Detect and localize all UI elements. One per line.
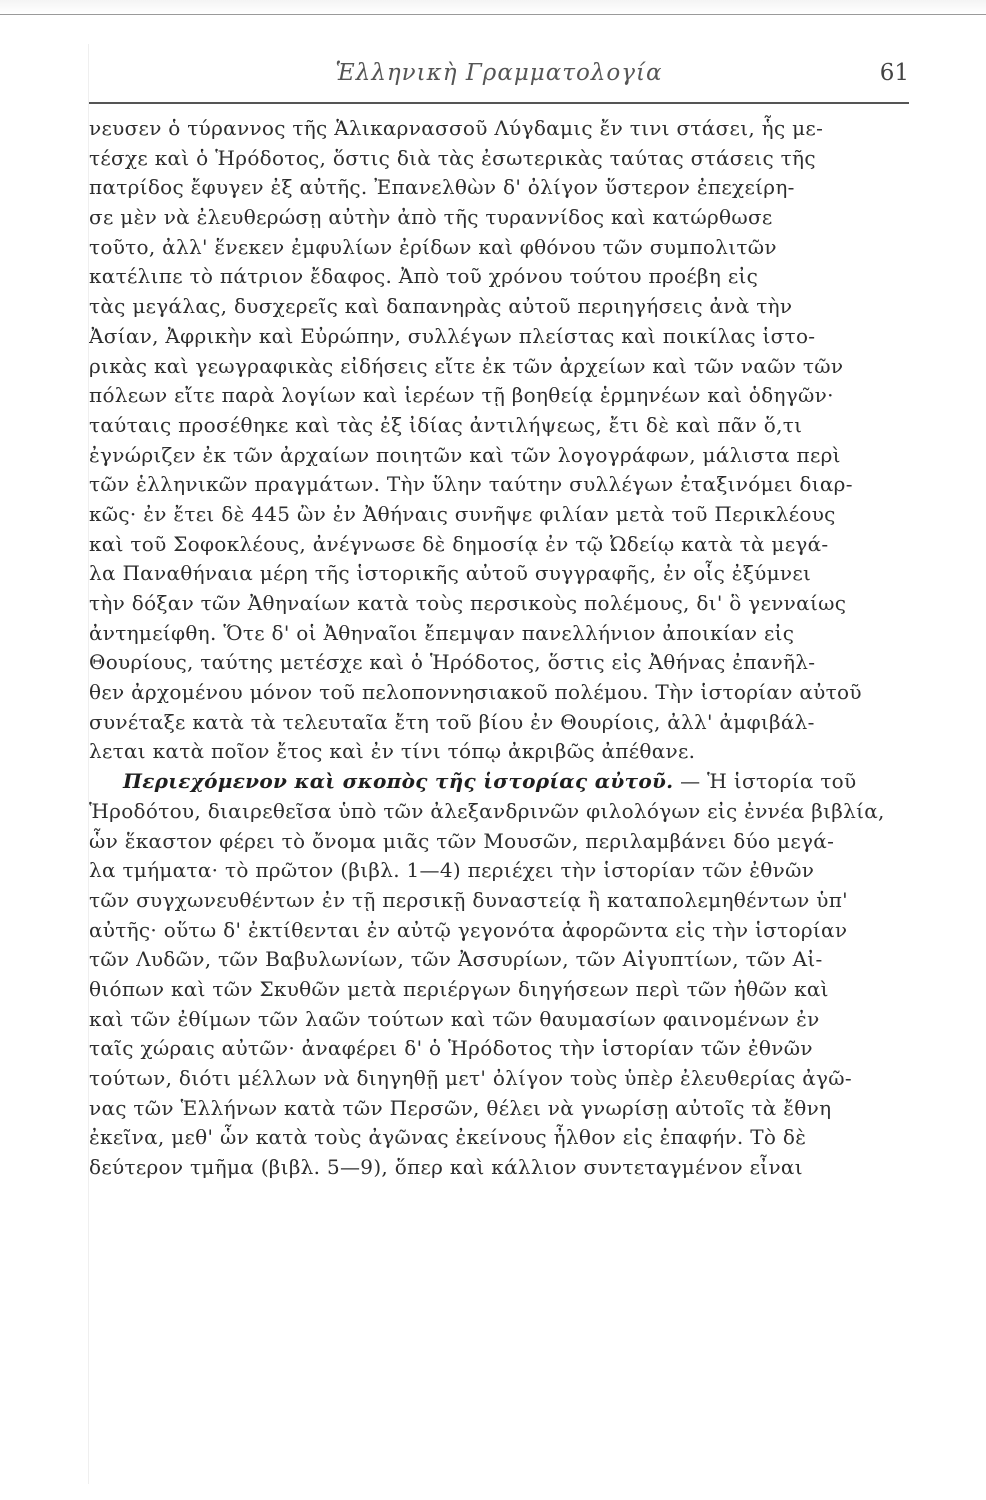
- text-line: ἐγνώριζεν ἐκ τῶν ἀρχαίων ποιητῶν καὶ τῶν λογογράφων, μάλιστα περὶ: [89, 442, 841, 467]
- text-line: ὧν ἕκαστον φέρει τὸ ὄνομα μιᾶς τῶν Μουσῶν, περιλαμβάνει δύο μεγά-: [89, 828, 835, 853]
- running-title: Ἑλληνικὴ Γραμματολογία: [335, 60, 663, 86]
- text-line: τοῦτο, ἀλλ' ἕνεκεν ἐμφυλίων ἐρίδων καὶ φθόνου τῶν συμπολιτῶν: [89, 234, 777, 259]
- book-page: [88, 44, 909, 1484]
- text-line: ἐκεῖνα, μεθ' ὧν κατὰ τοὺς ἀγῶνας ἐκείνους ἦλθον εἰς ἐπαφήν. Τὸ δὲ: [89, 1125, 807, 1150]
- text-line: νευσεν ὁ τύραννος τῆς Ἁλικαρνασσοῦ Λύγδαμις ἔν τινι στάσει, ἧς με-: [89, 116, 824, 140]
- page-header: [89, 56, 909, 96]
- text-line: τὴν δόξαν τῶν Ἀθηναίων κατὰ τοὺς περσικοὺς πολέμους, δι' ὃ γενναίως: [89, 591, 847, 615]
- text-line: τούτων, διότι μέλλων νὰ διηγηθῇ μετ' ὀλίγον τοὺς ὑπὲρ ἐλευθερίας ἀγῶ-: [89, 1066, 852, 1090]
- text-line: λα τμήματα· τὸ πρῶτον (βιβλ. 1—4) περιέχει τὴν ἱστορίαν τῶν ἐθνῶν: [89, 858, 815, 883]
- text-line: καὶ τῶν ἐθίμων τῶν λαῶν τούτων καὶ τῶν θαυμασίων φαινομένων ἐν: [89, 1006, 820, 1031]
- text-line: τὰς μεγάλας, δυσχερεῖς καὶ δαπανηρὰς αὐτοῦ περιηγήσεις ἀνὰ τὴν: [89, 294, 793, 319]
- text-line: ρικὰς καὶ γεωγραφικὰς εἰδήσεις εἴτε ἐκ τῶν ἀρχείων καὶ τῶν ναῶν τῶν: [89, 353, 844, 378]
- text-line: πατρίδος ἔφυγεν ἐξ αὐτῆς. Ἐπανελθὼν δ' ὀλίγον ὕστερον ἐπεχείρη-: [89, 175, 795, 200]
- text-line: σε μὲν νὰ ἐλευθερώσῃ αὐτὴν ἀπὸ τῆς τυραννίδος καὶ κατώρθωσε: [89, 205, 773, 230]
- section-first-line-rest: — Ἡ ἱστορία τοῦ: [673, 769, 857, 794]
- text-line: νας τῶν Ἑλλήνων κατὰ τῶν Περσῶν, θέλει νὰ γνωρίσῃ αὐτοῖς τὰ ἔθνη: [89, 1095, 832, 1120]
- text-line: ἀντημείφθη. Ὅτε δ' οἱ Ἀθηναῖοι ἔπεμψαν πανελλήνιον ἀποικίαν εἰς: [89, 620, 795, 645]
- text-line: θιόπων καὶ τῶν Σκυθῶν μετὰ περιέργων διηγήσεων περὶ τῶν ἠθῶν καὶ: [89, 976, 829, 1001]
- text-line: δεύτερον τμῆμα (βιβλ. 5—9), ὅπερ καὶ κάλλιον συντεταγμένον εἶναι: [89, 1155, 803, 1180]
- text-line: Θουρίους, ταύτης μετέσχε καὶ ὁ Ἡρόδοτος, ὅστις εἰς Ἀθήνας ἐπανῆλ-: [89, 650, 816, 675]
- text-line: αὐτῆς· οὕτω δ' ἐκτίθενται ἐν αὐτῷ γεγονότα ἀφορῶντα εἰς τὴν ἱστορίαν: [89, 917, 848, 942]
- section-heading-line: [89, 767, 905, 797]
- header-rule: [89, 102, 909, 104]
- text-line: κῶς· ἐν ἔτει δὲ 445 ὢν ἐν Ἀθήναις συνῆψε φιλίαν μετὰ τοῦ Περικλέους: [89, 501, 836, 526]
- scan-top-edge: [0, 0, 986, 15]
- text-line: τῶν Λυδῶν, τῶν Βαβυλωνίων, τῶν Ἀσσυρίων, τῶν Αἰγυπτίων, τῶν Αἰ-: [89, 947, 823, 972]
- text-line: θεν ἀρχομένου μόνον τοῦ πελοποννησιακοῦ πολέμου. Τὴν ἱστορίαν αὐτοῦ: [89, 680, 862, 705]
- body-text: [89, 114, 905, 1183]
- text-line: λα Παναθήναια μέρη τῆς ἱστορικῆς αὐτοῦ συγγραφῆς, ἐν οἷς ἐξύμνει: [89, 561, 812, 586]
- text-line: συνέταξε κατὰ τὰ τελευταῖα ἔτη τοῦ βίου ἐν Θουρίοις, ἀλλ' ἀμφιβάλ-: [89, 709, 815, 734]
- text-line: ταῖς χώραις αὐτῶν· ἀναφέρει δ' ὁ Ἡρόδοτος τὴν ἱστορίαν τῶν ἐθνῶν: [89, 1036, 813, 1061]
- page-number: 61: [879, 60, 909, 86]
- text-line: Ἡροδότου, διαιρεθεῖσα ὑπὸ τῶν ἀλεξανδρινῶν φιλολόγων εἰς ἐννέα βιβλία,: [89, 798, 885, 823]
- text-line: τῶν συγχωνευθέντων ἐν τῇ περσικῇ δυναστείᾳ ἢ καταπολεμηθέντων ὑπ': [89, 887, 848, 912]
- text-line: ταύταις προσέθηκε καὶ τὰς ἐξ ἰδίας ἀντιλήψεως, ἔτι δὲ καὶ πᾶν ὅ,τι: [89, 412, 803, 437]
- text-line: τῶν ἑλληνικῶν πραγμάτων. Τὴν ὕλην ταύτην συλλέγων ἐταξινόμει διαρ-: [89, 472, 853, 497]
- section-title: Περιεχόμενον καὶ σκοπὸς τῆς ἱστορίας αὐτοῦ.: [123, 769, 674, 794]
- text-line: καὶ τοῦ Σοφοκλέους, ἀνέγνωσε δὲ δημοσίᾳ ἐν τῷ Ὠδείῳ κατὰ τὰ μεγά-: [89, 531, 829, 556]
- text-line: Ἀσίαν, Ἀφρικὴν καὶ Εὐρώπην, συλλέγων πλείστας καὶ ποικίλας ἱστο-: [89, 323, 816, 348]
- text-line: λεται κατὰ ποῖον ἔτος καὶ ἐν τίνι τόπῳ ἀκριβῶς ἀπέθανε.: [89, 739, 696, 764]
- text-line: πόλεων εἴτε παρὰ λογίων καὶ ἱερέων τῇ βοηθείᾳ ἑρμηνέων καὶ ὁδηγῶν·: [89, 383, 834, 408]
- text-line: τέσχε καὶ ὁ Ἡρόδοτος, ὅστις διὰ τὰς ἐσωτερικὰς ταύτας στάσεις τῆς: [89, 145, 816, 170]
- text-line: κατέλιπε τὸ πάτριον ἔδαφος. Ἀπὸ τοῦ χρόνου τούτου προέβη εἰς: [89, 264, 759, 289]
